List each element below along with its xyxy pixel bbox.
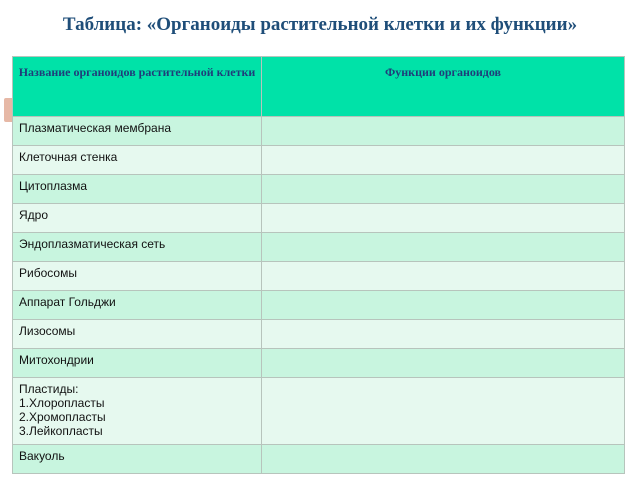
organoid-function-cell[interactable] xyxy=(262,175,625,204)
organoid-function-cell[interactable] xyxy=(262,378,625,445)
table-row xyxy=(13,445,625,474)
page-title: Таблица: «Органоиды растительной клетки и их функции» xyxy=(62,14,578,35)
organoid-name-cell: Эндоплазматическая сеть xyxy=(13,233,262,262)
organoid-name-cell: Аппарат Гольджи xyxy=(13,291,262,320)
organoid-name-cell: Клеточная стенка xyxy=(13,146,262,175)
organoid-function-cell[interactable] xyxy=(262,204,625,233)
table-row xyxy=(13,175,625,204)
table-row xyxy=(13,320,625,349)
table-row xyxy=(13,291,625,320)
organoid-function-cell[interactable] xyxy=(262,291,625,320)
table-row xyxy=(13,146,625,175)
organoid-name-cell: Лизосомы xyxy=(13,320,262,349)
organoid-function-cell[interactable] xyxy=(262,117,625,146)
organoid-name-cell: Рибосомы xyxy=(13,262,262,291)
table-row xyxy=(13,349,625,378)
table-row xyxy=(13,262,625,291)
organoid-function-cell[interactable] xyxy=(262,349,625,378)
organoid-function-cell[interactable] xyxy=(262,233,625,262)
table-header-row xyxy=(13,57,625,117)
table-row xyxy=(13,117,625,146)
table-row xyxy=(13,378,625,445)
organoid-function-cell[interactable] xyxy=(262,320,625,349)
organoid-name-cell: Цитоплазма xyxy=(13,175,262,204)
organoid-name-cell: Ядро xyxy=(13,204,262,233)
organoid-name-cell: Митохондрии xyxy=(13,349,262,378)
organoid-function-cell[interactable] xyxy=(262,445,625,474)
organoid-function-cell[interactable] xyxy=(262,262,625,291)
header-organoid-name: Название органоидов растительной клетки xyxy=(13,57,262,117)
organoids-table xyxy=(12,56,625,474)
organoid-name-cell: Вакуоль xyxy=(13,445,262,474)
header-organoid-function: Функции органоидов xyxy=(262,57,625,117)
organoid-function-cell[interactable] xyxy=(262,146,625,175)
table-row xyxy=(13,233,625,262)
organoid-name-cell: Пластиды: 1.Хлоропласты 2.Хромопласты 3.Лейкопласты xyxy=(13,378,262,445)
table-row xyxy=(13,204,625,233)
organoid-name-cell: Плазматическая мембрана xyxy=(13,117,262,146)
